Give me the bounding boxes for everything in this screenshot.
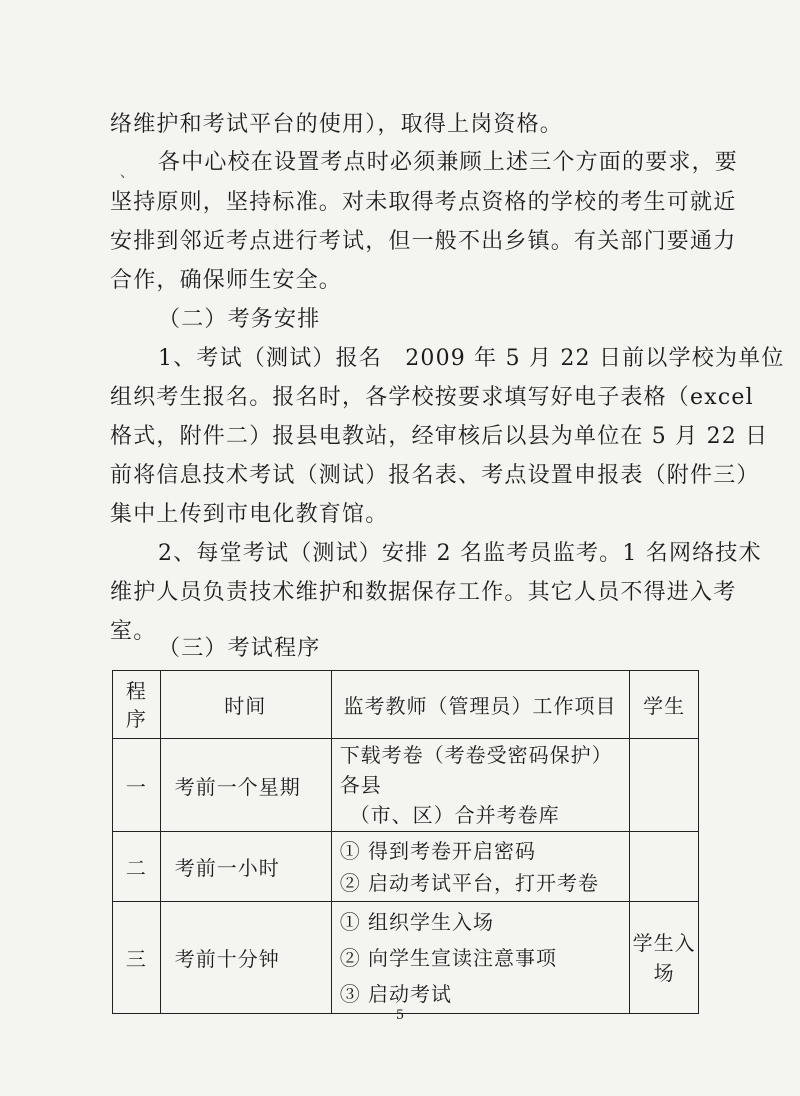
header-seq-line1: 程 [125,678,147,703]
paragraph-line: 维护人员负责技术维护和数据保存工作。其它人员不得进入考 [110,580,737,605]
paragraph-line: 集中上传到市电化教育馆。 [110,502,389,527]
task-line: ① 得到考卷开启密码 [339,838,537,863]
header-time: 时间 [160,671,331,739]
row-teacher-tasks [331,832,630,902]
section-heading-2: （二）考务安排 [158,307,321,332]
header-seq-line2: 序 [125,706,147,731]
student-line: 场 [653,960,675,985]
page-number: 5 [395,1008,405,1023]
row-time: 考前十分钟 [160,902,331,1014]
row-seq: 三 [113,902,161,1014]
paragraph-line: 室。 [110,619,157,644]
paragraph-line: 坚持原则，坚持标准。对未取得考点资格的学校的考生可就近 [110,190,737,215]
stray-mark: 、 [120,165,134,181]
table-row [113,832,699,902]
task-line: ③ 启动考试 [339,981,453,1006]
paragraph-line: 安排到邻近考点进行考试，但一般不出乡镇。有关部门要通力 [110,229,737,254]
row-time: 考前一小时 [160,832,331,902]
table-row [113,902,699,1014]
row-student [630,832,699,902]
paragraph-line: 1、考试（测试）报名 2009 年 5 月 22 日前以学校为单位 [158,346,785,371]
paragraph-line: 各中心校在设置考点时必须兼顾上述三个方面的要求，要 [158,150,739,175]
row-seq: 一 [113,739,161,832]
row-teacher-tasks [331,739,630,832]
header-teacher: 监考教师（管理员）工作项目 [331,671,630,739]
student-line: 学生入 [632,930,696,955]
task-line: （市、区）合并考卷库 [349,803,560,827]
paragraph-line: 合作，确保师生安全。 [110,268,343,293]
task-line: ② 向学生宣读注意事项 [339,945,558,970]
row-teacher-tasks [331,902,630,1014]
paragraph-line: 组织考生报名。报名时，各学校按要求填写好电子表格（excel [110,385,754,410]
task-line: ② 启动考试平台，打开考卷 [339,870,600,895]
row-student [630,902,699,1014]
header-student: 学生 [630,671,699,739]
header-seq [113,671,161,739]
section-heading-3: （三）考试程序 [158,636,321,661]
paragraph-line: 格式，附件二）报县电教站，经审核后以县为单位在 5 月 22 日 [110,424,769,449]
exam-procedure-table [112,670,699,1014]
paragraph-line: 2、每堂考试（测试）安排 2 名监考员监考。1 名网络技术 [158,541,762,566]
task-line: 下载考卷（考卷受密码保护）各县 [339,743,613,797]
row-student [630,739,699,832]
table-row [113,739,699,832]
row-seq: 二 [113,832,161,902]
row-time: 考前一个星期 [160,739,331,832]
table-header-row [113,671,699,739]
paragraph-line: 络维护和考试平台的使用），取得上岗资格。 [110,112,564,137]
paragraph-line: 前将信息技术考试（测试）报名表、考点设置申报表（附件三） [110,463,760,488]
task-line: ① 组织学生入场 [339,909,495,934]
